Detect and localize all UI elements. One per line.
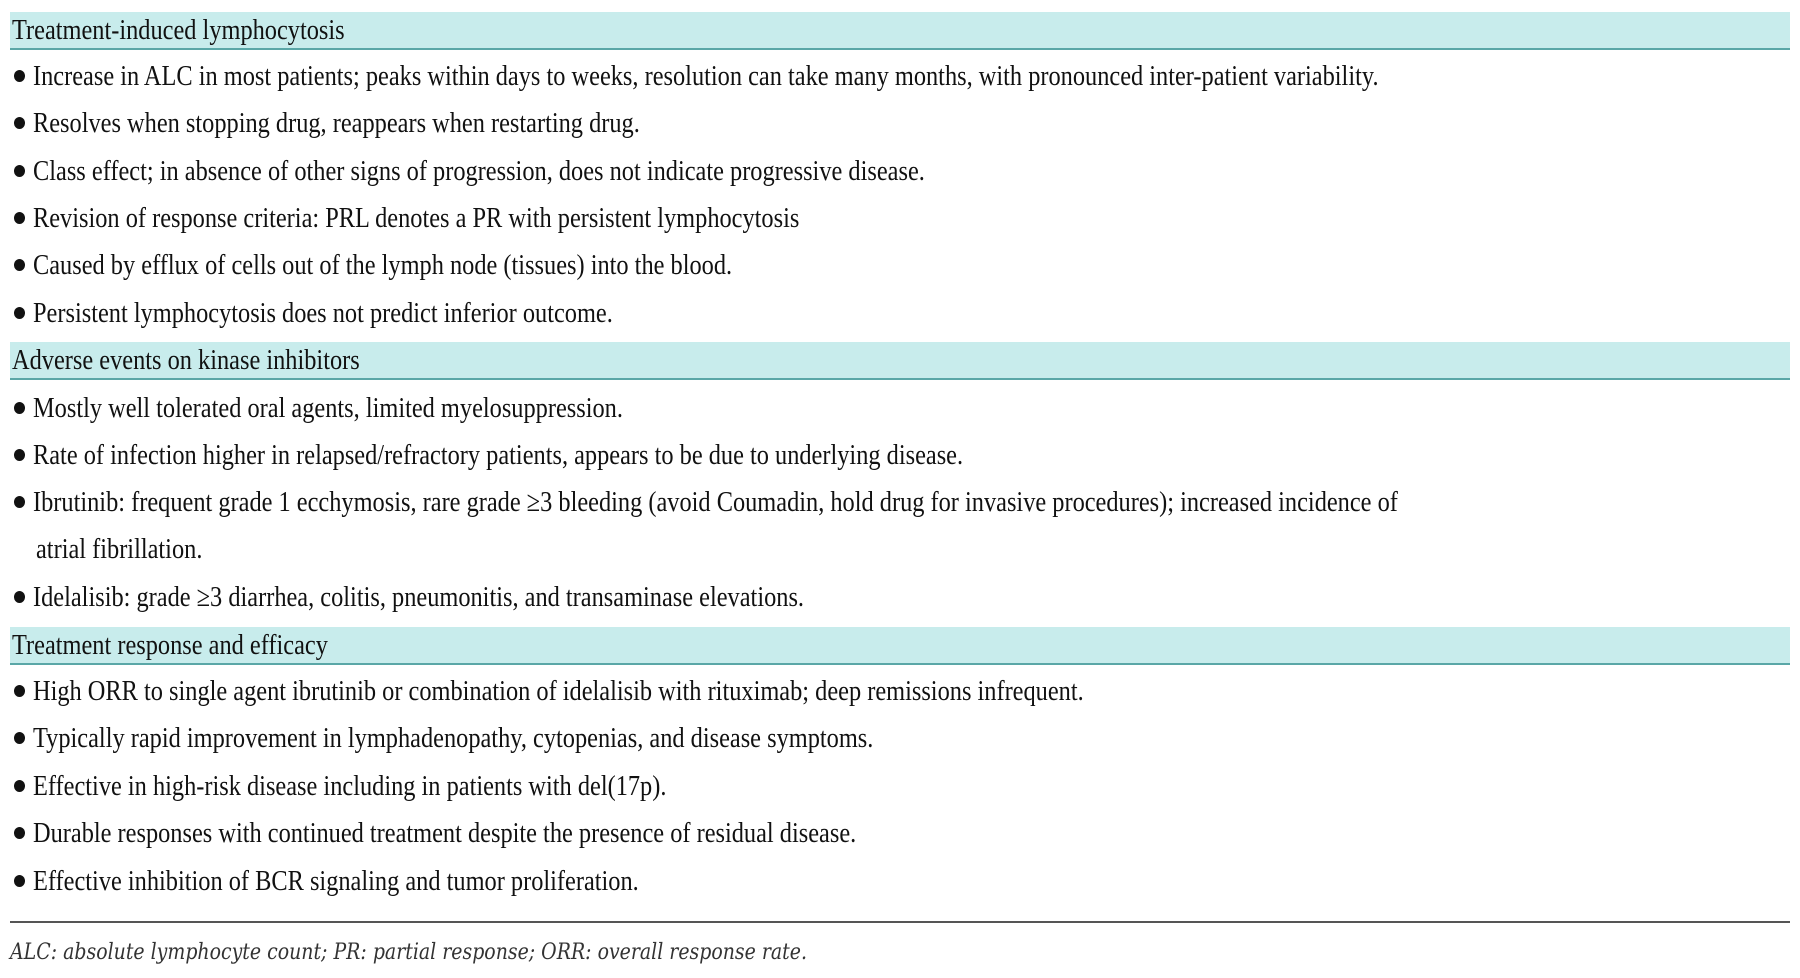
section-title: Treatment-induced lymphocytosis — [12, 14, 345, 46]
bullet-icon — [14, 70, 25, 82]
list-item-text: Effective inhibition of BCR signaling and tumor proliferation. — [33, 865, 639, 897]
bullet-icon — [14, 212, 25, 224]
bullet-icon — [14, 449, 25, 461]
bullet-icon — [14, 117, 25, 129]
list-item-text: Mostly well tolerated oral agents, limited myelosuppression. — [33, 392, 623, 424]
footnote: ALC: absolute lymphocyte count; PR: partial response; ORR: overall response rate. — [10, 940, 807, 965]
bullet-icon — [14, 259, 25, 271]
list-item-text: Resolves when stopping drug, reappears when restarting drug. — [33, 107, 640, 139]
bullet-icon — [14, 827, 25, 839]
section-header-response-efficacy — [10, 627, 1790, 665]
list-item-text: Idelalisib: grade ≥3 diarrhea, colitis, pneumonitis, and transaminase elevations. — [33, 581, 805, 613]
section-header-adverse-events — [10, 342, 1790, 380]
list-item-text: atrial fibrillation. — [36, 533, 203, 565]
section-title: Treatment response and efficacy — [12, 629, 328, 661]
list-item-text: Class effect; in absence of other signs of progression, does not indicate progressive disease. — [33, 155, 925, 187]
list-item-text: Typically rapid improvement in lymphadenopathy, cytopenias, and disease symptoms. — [33, 722, 874, 754]
list-item-text: Revision of response criteria: PRL denotes a PR with persistent lymphocytosis — [33, 202, 800, 234]
list-item-text: Caused by efflux of cells out of the lymph node (tissues) into the blood. — [33, 249, 733, 281]
bullet-icon — [14, 780, 25, 792]
bullet-icon — [14, 307, 25, 319]
list-item-text: Ibrutinib: frequent grade 1 ecchymosis, rare grade ≥3 bleeding (avoid Coumadin, hold drug for invasive procedures); increased incidence of — [33, 486, 1398, 518]
bullet-icon — [14, 496, 25, 508]
section-title: Adverse events on kinase inhibitors — [12, 344, 360, 376]
list-item-text: Rate of infection higher in relapsed/refractory patients, appears to be due to underlying disease. — [33, 439, 964, 471]
list-item-text: Effective in high-risk disease including in patients with del(17p). — [33, 770, 667, 802]
list-item-text: Persistent lymphocytosis does not predict inferior outcome. — [33, 297, 613, 329]
bullet-icon — [14, 732, 25, 744]
bullet-icon — [14, 591, 25, 603]
list-item-text: Increase in ALC in most patients; peaks within days to weeks, resolution can take many months, with pronounced inter-patient variability. — [33, 60, 1379, 92]
list-item-text: Durable responses with continued treatment despite the presence of residual disease. — [33, 817, 857, 849]
bullet-icon — [14, 402, 25, 414]
footer-divider — [10, 921, 1790, 923]
bullet-icon — [14, 165, 25, 177]
bullet-icon — [14, 685, 25, 697]
section-header-lymphocytosis — [10, 12, 1790, 50]
list-item-text: High ORR to single agent ibrutinib or combination of idelalisib with rituximab; deep remissions infrequent. — [33, 675, 1084, 707]
bullet-icon — [14, 875, 25, 887]
